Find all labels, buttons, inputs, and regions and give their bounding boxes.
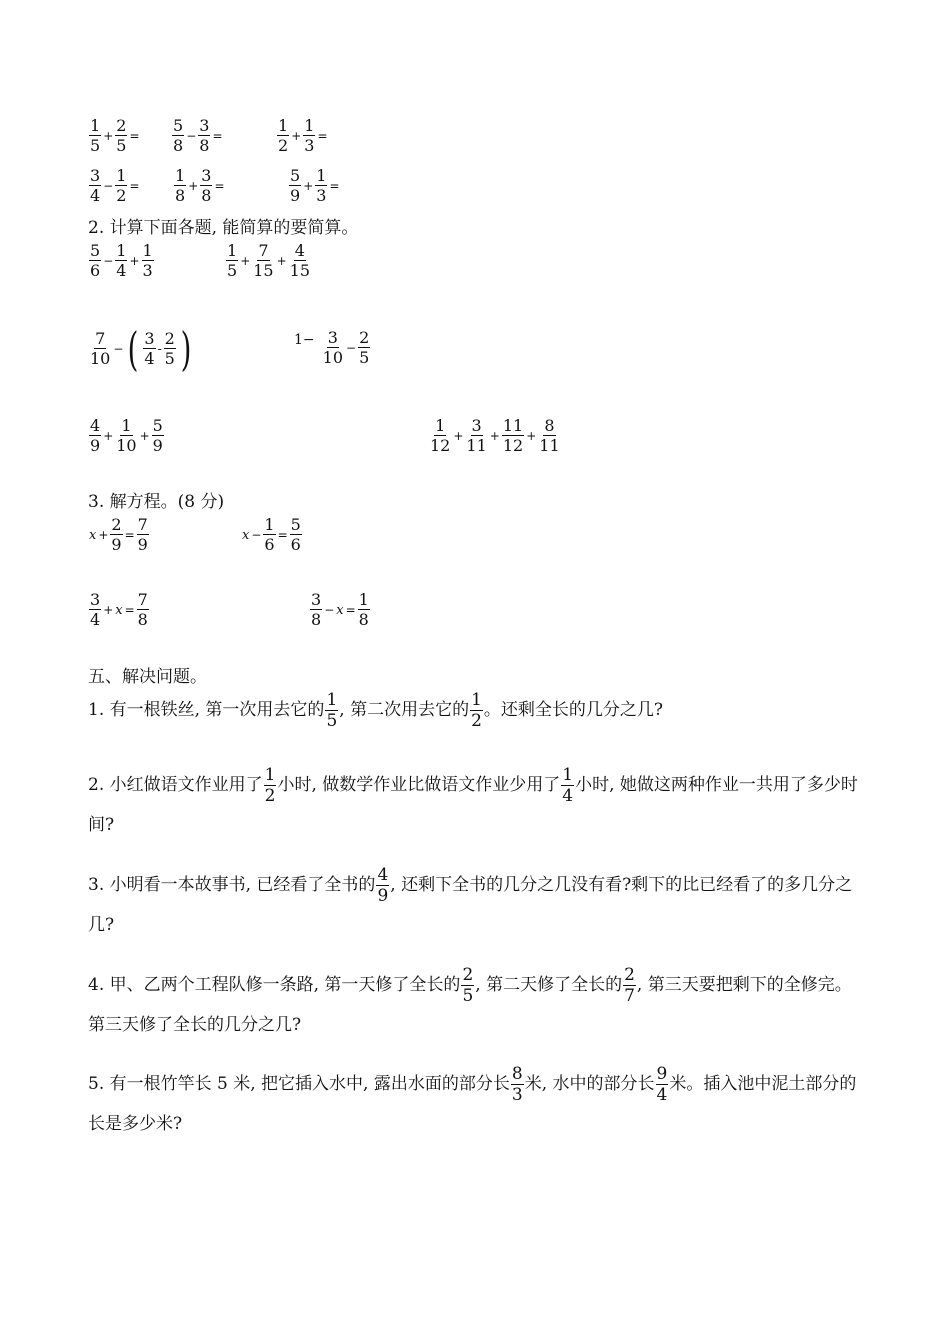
calc-expr-2: $\frac{1}{5}$ + $\frac{7}{15}$ + $\frac{4}{15}$ [227,241,311,280]
fraction: $\frac{1}{2}$ [264,764,276,806]
problem-5: 5. 有一根竹竿长 5 米, 把它插入水中, 露出水面的部分长 $\frac{8}{3}$ 米, 水中的部分长 $\frac{9}{4}$ 米。插入池中泥土部分的长是多少米? [88,1063,857,1134]
problem-2: 2. 小红做语文作业用了 $\frac{1}{2}$ 小时, 做数学作业比做语文作业少用了 $\frac{1}{4}$ 小时, 她做这两种作业一共用了多少时间? [88,764,858,835]
fraction: $\frac{11}{12}$ [502,416,524,455]
fraction: $\frac{2}{5}$ [462,964,474,1006]
problem-4: 4. 甲、乙两个工程队修一条路, 第一天修了全长的 $\frac{2}{5}$ , 第二天修了全长的 $\frac{2}{7}$ , 第三天要把剩下的全修完。第三天修了全长的几分之几? [88,964,852,1035]
calc-expr-5: $\frac{4}{9}$ + $\frac{1}{10}$ + $\frac{5}{9}$ [90,416,163,455]
fraction: $\frac{1}{5}$ [326,689,338,731]
fraction: $\frac{1}{2}$ [278,116,289,155]
fraction: $\frac{2}{5}$ [164,329,175,368]
fraction: $\frac{2}{7}$ [624,964,635,1006]
fraction: $\frac{1}{4}$ [116,241,127,280]
fraction: $\frac{7}{9}$ [137,515,148,554]
equation-3: $\frac{3}{4}$ + x = $\frac{7}{8}$ [90,590,148,629]
fraction: $\frac{1}{3}$ [304,116,315,155]
fraction: $\frac{3}{8}$ [201,166,212,205]
quick-expr-3: $\frac{1}{2}$ + $\frac{1}{3}$ = [278,116,328,155]
equation-2: x − $\frac{1}{6}$ = $\frac{5}{6}$ [242,515,301,554]
fraction: $\frac{1}{2}$ [116,166,127,205]
quick-expr-2: $\frac{5}{8}$ − $\frac{3}{8}$ = [173,116,223,155]
section-3-title: 3. 解方程。(8 分) [88,492,225,512]
quick-expr-1: $\frac{1}{5}$ + $\frac{2}{5}$ = [90,116,140,155]
fraction: $\frac{1}{8}$ [175,166,186,205]
problem-3: 3. 小明看一本故事书, 已经看了全书的 $\frac{4}{9}$ , 还剩下全书的几分之几没有看?剩下的比已经看了的多几分之几? [88,864,853,935]
fraction: $\frac{3}{8}$ [199,116,210,155]
fraction: $\frac{1}{10}$ [116,416,137,455]
section-5-title: 五、解决问题。 [88,667,207,687]
calc-expr-4: 1− $\frac{3}{10}$ − $\frac{2}{5}$ [294,328,370,367]
fraction: $\frac{9}{4}$ [656,1063,668,1105]
fraction: $\frac{4}{15}$ [289,241,311,280]
fraction: $\frac{1}{3}$ [316,166,327,205]
fraction: $\frac{1}{2}$ [471,689,482,731]
fraction: $\frac{3}{4}$ [144,329,155,368]
fraction: $\frac{8}{11}$ [539,416,560,455]
fraction: $\frac{3}{10}$ [322,328,343,367]
fraction: $\frac{1}{8}$ [358,590,369,629]
fraction: $\frac{5}{8}$ [173,116,184,155]
fraction: $\frac{2}{5}$ [359,328,370,367]
fraction: $\frac{5}{6}$ [90,241,101,280]
fraction: $\frac{7}{8}$ [137,590,148,629]
fraction: $\frac{3}{4}$ [90,590,101,629]
fraction: $\frac{1}{6}$ [264,515,275,554]
equation-4: $\frac{3}{8}$ − x = $\frac{1}{8}$ [311,590,369,629]
fraction: $\frac{5}{9}$ [152,416,163,455]
fraction: $\frac{3}{4}$ [90,166,101,205]
fraction: $\frac{7}{10}$ [90,329,111,368]
calc-expr-1: $\frac{5}{6}$ − $\frac{1}{4}$ + $\frac{1}{3}$ [90,241,153,280]
fraction: $\frac{7}{15}$ [253,241,274,280]
equation-1: x + $\frac{2}{9}$ = $\frac{7}{9}$ [89,515,148,554]
fraction: $\frac{1}{5}$ [227,241,238,280]
section-2-title: 2. 计算下面各题, 能简算的要简算。 [88,218,359,238]
fraction: $\frac{8}{3}$ [511,1063,523,1105]
quick-expr-4: $\frac{3}{4}$ − $\frac{1}{2}$ = [90,166,140,205]
fraction: $\frac{5}{9}$ [290,166,301,205]
fraction: $\frac{1}{3}$ [142,241,153,280]
fraction: $\frac{2}{9}$ [111,515,122,554]
fraction: $\frac{5}{6}$ [290,515,301,554]
problem-1: 1. 有一根铁丝, 第一次用去它的 $\frac{1}{5}$ , 第二次用去它的 $\frac{1}{2}$ 。还剩全长的几分之几? [88,689,664,731]
fraction: $\frac{3}{11}$ [466,416,487,455]
fraction: $\frac{3}{8}$ [311,590,322,629]
calc-expr-6: $\frac{1}{12}$ + $\frac{3}{11}$ + $\frac{11}{12}$ + $\frac{8}{11}$ [430,416,560,455]
fraction: $\frac{2}{5}$ [116,116,127,155]
fraction: $\frac{1}{4}$ [562,764,574,806]
fraction: $\frac{4}{9}$ [377,864,389,906]
quick-expr-5: $\frac{1}{8}$ + $\frac{3}{8}$ = [175,166,225,205]
fraction: $\frac{1}{12}$ [430,416,451,455]
fraction: $\frac{4}{9}$ [90,416,101,455]
quick-expr-6: $\frac{5}{9}$ + $\frac{1}{3}$ = [290,166,340,205]
fraction: $\frac{1}{5}$ [90,116,101,155]
calc-expr-3: $\frac{7}{10}$ − ( $\frac{3}{4}$ - $\frac{2}{5}$ ) [90,322,192,376]
